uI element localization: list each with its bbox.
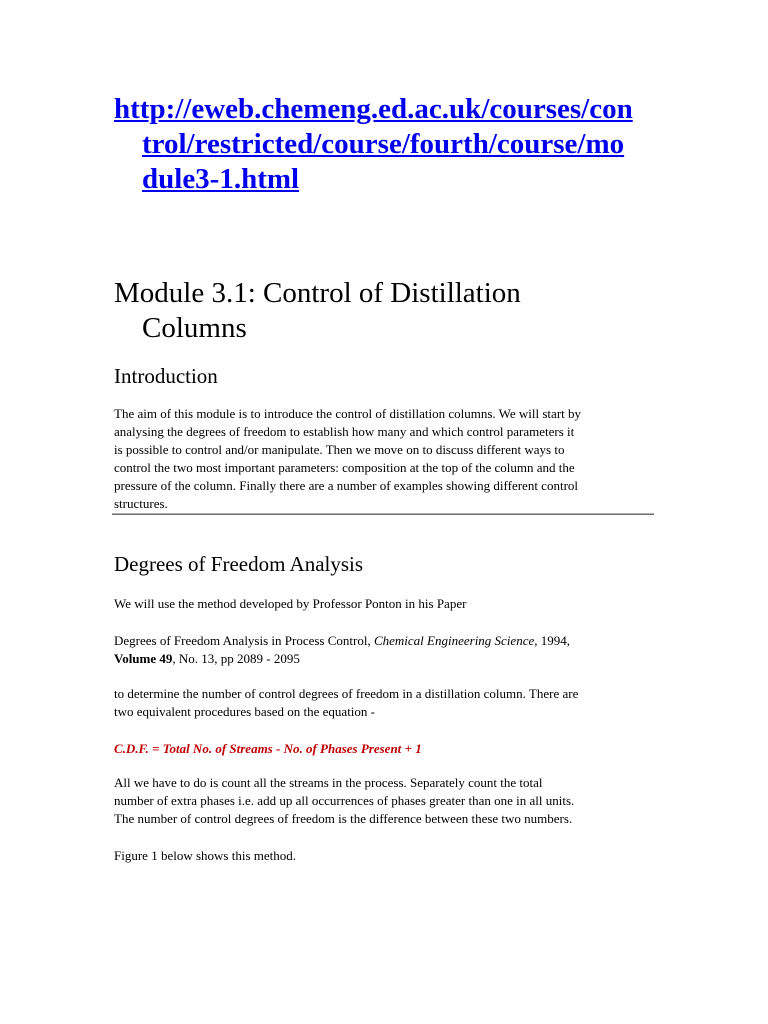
method-paragraph: We will use the method developed by Professor Ponton in his Paper bbox=[114, 596, 467, 611]
counting-paragraph bbox=[114, 774, 654, 828]
url-line-1: http://eweb.chemeng.ed.ac.uk/courses/con bbox=[114, 93, 633, 125]
intro-line-1: The aim of this module is to introduce the control of distillation columns. We will start by bbox=[114, 406, 582, 421]
citation-volume: Volume 49 bbox=[114, 651, 173, 666]
citation-year: , 1994, bbox=[534, 633, 570, 648]
procedure-line-1: to determine the number of control degrees of freedom in a distillation column. There are bbox=[114, 686, 579, 701]
counting-line-3: The number of control degrees of freedom is the difference between these two numbers. bbox=[114, 811, 573, 826]
cdf-equation: C.D.F. = Total No. of Streams - No. of Phases Present + 1 bbox=[114, 741, 422, 756]
citation-line-2 bbox=[114, 650, 654, 668]
counting-line-2: number of extra phases i.e. add up all occurrences of phases greater than one in all units. bbox=[114, 793, 575, 808]
module-title-line-1: Module 3.1: Control of Distillation bbox=[114, 277, 521, 309]
citation-title: Degrees of Freedom Analysis in Process Control, bbox=[114, 633, 374, 648]
source-url-link[interactable] bbox=[114, 92, 674, 197]
citation-paragraph bbox=[114, 632, 654, 668]
intro-line-5: pressure of the column. Finally there are a number of examples showing different control bbox=[114, 478, 579, 493]
url-line-3: dule3-1.html bbox=[142, 163, 300, 195]
procedure-line-2: two equivalent procedures based on the equation - bbox=[114, 704, 375, 719]
degrees-of-freedom-heading: Degrees of Freedom Analysis bbox=[114, 552, 364, 576]
intro-line-2: analysing the degrees of freedom to establish how many and which control parameters it bbox=[114, 424, 575, 439]
counting-line-1: All we have to do is count all the streams in the process. Separately count the total bbox=[114, 775, 543, 790]
citation-journal: Chemical Engineering Science bbox=[373, 633, 535, 648]
section-divider bbox=[112, 513, 654, 515]
citation-line-1 bbox=[114, 632, 654, 650]
module-title bbox=[114, 276, 674, 346]
module-title-line-2: Columns bbox=[142, 312, 247, 344]
url-line-2: trol/restricted/course/fourth/course/mo bbox=[142, 128, 625, 160]
introduction-paragraph bbox=[114, 405, 654, 513]
intro-line-4: control the two most important parameters: composition at the top of the column and the bbox=[114, 460, 575, 475]
procedure-paragraph bbox=[114, 685, 654, 721]
intro-line-6: structures. bbox=[114, 496, 168, 511]
figure-reference-paragraph: Figure 1 below shows this method. bbox=[114, 848, 296, 863]
intro-line-3: is possible to control and/or manipulate. Then we move on to discuss different ways to bbox=[114, 442, 565, 457]
citation-pages: , No. 13, pp 2089 - 2095 bbox=[172, 651, 300, 666]
introduction-heading: Introduction bbox=[114, 364, 218, 388]
